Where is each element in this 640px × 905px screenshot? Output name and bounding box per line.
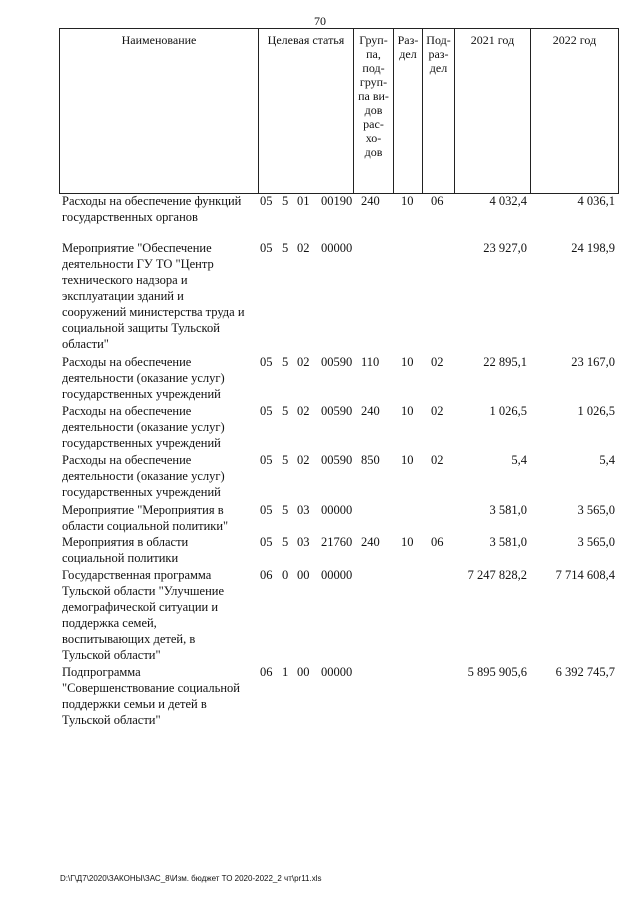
table-header: [59, 28, 619, 194]
value-2022: 3 565,0: [577, 503, 615, 517]
header-year-2021: 2021 год: [454, 29, 530, 193]
header-group: Груп- па, под- груп- па ви- дов рас- хо- дов: [353, 29, 393, 193]
value-2021: 5 895 905,6: [467, 665, 527, 679]
value-2022: 1 026,5: [577, 404, 615, 418]
target-part-2: 5: [282, 404, 289, 418]
target-part-4: 00000: [321, 241, 353, 255]
value-2021: 1 026,5: [489, 404, 527, 418]
subsection-code: 06: [431, 535, 444, 549]
target-part-2: 0: [282, 568, 289, 582]
target-part-1: 06: [260, 665, 273, 679]
value-2021: 22 895,1: [483, 355, 527, 369]
value-2021: 7 247 828,2: [467, 568, 527, 582]
header-name: Наименование: [59, 29, 258, 193]
section-code: 10: [401, 453, 414, 467]
target-part-4: 00590: [321, 453, 353, 467]
target-part-3: 03: [297, 535, 310, 549]
value-2022: 23 167,0: [571, 355, 615, 369]
target-part-4: 00000: [321, 665, 353, 679]
group-code: 110: [361, 355, 380, 369]
row-name: Расходы на обеспечение деятельности (оказание услуг) государственных учреждений: [62, 355, 225, 401]
target-part-1: 06: [260, 568, 273, 582]
subsection-code: 02: [431, 453, 444, 467]
target-part-4: 00590: [321, 404, 353, 418]
target-part-4: 00000: [321, 503, 353, 517]
target-part-2: 5: [282, 503, 289, 517]
value-2021: 4 032,4: [489, 194, 527, 208]
target-part-2: 5: [282, 535, 289, 549]
target-part-3: 02: [297, 355, 310, 369]
header-year-2022: 2022 год: [530, 29, 619, 193]
target-part-3: 00: [297, 568, 310, 582]
section-code: 10: [401, 404, 414, 418]
target-part-1: 05: [260, 535, 273, 549]
row-name: Расходы на обеспечение деятельности (оказание услуг) государственных учреждений: [62, 404, 225, 450]
value-2022: 7 714 608,4: [555, 568, 615, 582]
value-2021: 5,4: [511, 453, 527, 467]
group-code: 850: [361, 453, 380, 467]
value-2021: 3 581,0: [489, 535, 527, 549]
file-path-footer: D:\Г\Д7\2020\ЗАКОНЫ\ЗАС_8\Изм. бюджет ТО 2020-2022_2 чт\pr11.xls: [60, 874, 322, 883]
section-code: 10: [401, 535, 414, 549]
value-2022: 6 392 745,7: [555, 665, 615, 679]
target-part-3: 02: [297, 453, 310, 467]
target-part-1: 05: [260, 241, 273, 255]
subsection-code: 02: [431, 355, 444, 369]
row-name: Мероприятие "Мероприятия в области социальной политики": [62, 503, 229, 533]
value-2022: 24 198,9: [571, 241, 615, 255]
group-code: 240: [361, 535, 380, 549]
target-part-2: 5: [282, 355, 289, 369]
row-name: Расходы на обеспечение деятельности (оказание услуг) государственных учреждений: [62, 453, 225, 499]
target-part-1: 05: [260, 194, 273, 208]
target-part-1: 05: [260, 355, 273, 369]
target-part-1: 05: [260, 453, 273, 467]
row-name: Подпрограмма "Совершенствование социальной поддержки семьи и детей в Тульской области": [62, 665, 240, 727]
group-code: 240: [361, 194, 380, 208]
target-part-3: 00: [297, 665, 310, 679]
value-2022: 5,4: [599, 453, 615, 467]
subsection-code: 02: [431, 404, 444, 418]
section-code: 10: [401, 194, 414, 208]
value-2021: 23 927,0: [483, 241, 527, 255]
target-part-4: 00590: [321, 355, 353, 369]
header-section: Раз- дел: [393, 29, 422, 193]
target-part-1: 05: [260, 404, 273, 418]
row-name: Государственная программа Тульской области "Улучшение демографической ситуации и поддержка семей, воспитывающих детей, в Тульской области": [62, 568, 225, 662]
subsection-code: 06: [431, 194, 444, 208]
section-code: 10: [401, 355, 414, 369]
value-2021: 3 581,0: [489, 503, 527, 517]
target-part-4: 00000: [321, 568, 353, 582]
target-part-3: 02: [297, 404, 310, 418]
target-part-1: 05: [260, 503, 273, 517]
target-part-4: 00190: [321, 194, 353, 208]
target-part-3: 01: [297, 194, 310, 208]
row-name: Мероприятие "Обеспечение деятельности ГУ ТО "Центр технического надзора и эксплуатации зданий и сооружений министерства труда и социальной защиты Тульской области": [62, 241, 245, 351]
target-part-2: 5: [282, 194, 289, 208]
target-part-2: 1: [282, 665, 289, 679]
value-2022: 4 036,1: [577, 194, 615, 208]
row-name: Расходы на обеспечение функций государственных органов: [62, 194, 242, 224]
value-2022: 3 565,0: [577, 535, 615, 549]
page-number: 70: [314, 14, 326, 28]
target-part-4: 21760: [321, 535, 353, 549]
row-name: Мероприятия в области социальной политики: [62, 535, 189, 565]
target-part-3: 03: [297, 503, 310, 517]
header-target-article: Целевая статья: [258, 29, 353, 193]
target-part-2: 5: [282, 453, 289, 467]
target-part-2: 5: [282, 241, 289, 255]
group-code: 240: [361, 404, 380, 418]
target-part-3: 02: [297, 241, 310, 255]
header-subsection: Под- раз- дел: [422, 29, 454, 193]
